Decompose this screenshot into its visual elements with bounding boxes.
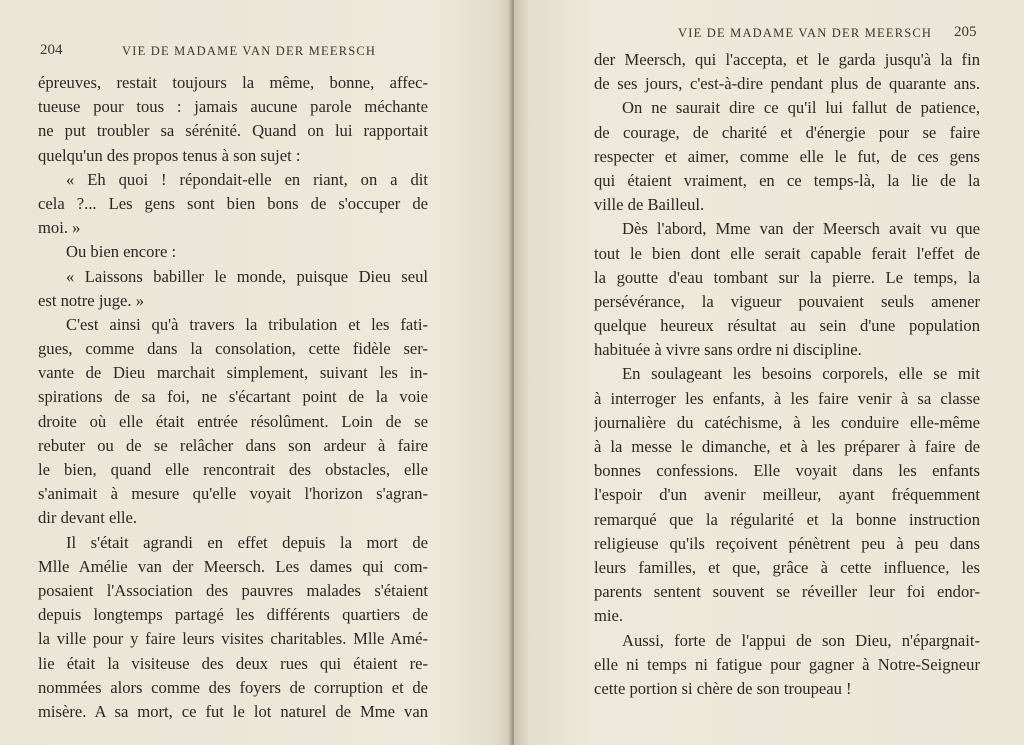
text-line: habituée à vivre sans ordre ni discipline. — [594, 340, 862, 360]
text-line: droite où elle était entrée résolûment. Loin de se — [38, 411, 428, 431]
text-line: parents sentent souvent se réveiller leur foi endor- — [594, 582, 980, 602]
text-line: quelque heureux résultat au sein d'une population — [594, 316, 980, 336]
running-header: VIE DE MADAME VAN DER MEERSCH — [678, 26, 933, 40]
text-line: cela ?... Les gens sont bien bons de s'occuper de — [38, 193, 428, 213]
text-line: bonnes confessions. Elle voyait dans les enfants — [594, 461, 980, 481]
text-line: s'animait à mesure qu'elle voyait l'horizon s'agran- — [38, 484, 428, 504]
text-line: Dès l'abord, Mme van der Meersch avait vu que — [622, 219, 980, 239]
text-line: de courage, de charité et d'énergie pour se faire — [594, 122, 980, 142]
text-line: respecter et aimer, comme elle le fut, de ces gens — [594, 146, 980, 166]
text-line: religieuse qu'ils reçoivent pénètrent peu à peu dans — [594, 533, 980, 553]
body-text — [38, 71, 428, 724]
text-line: le bien, quand elle rencontrait des obstacles, elle — [38, 460, 428, 479]
text-line: la goutte d'eau tombant sur la pierre. Le temps, la — [594, 267, 980, 287]
text-line: l'espoir d'un avenir meilleur, ayant fréquemment — [594, 485, 980, 505]
text-line: misère. A sa mort, ce fut le lot naturel de Mme van — [38, 701, 428, 721]
text-line: ville de Bailleul. — [594, 195, 705, 215]
text-line: qui étaient vraiment, en ce temps-là, la lie de la — [594, 170, 980, 190]
text-line: est notre juge. » — [38, 290, 144, 310]
text-line: ne put troubler sa sérénité. Quand on lui rapportait — [38, 121, 428, 141]
text-line: elle ni temps ni fatigue pour gagner à Notre-Seigneur — [594, 654, 980, 674]
text-line: spirations de sa foi, ne s'écartant point de la voie — [38, 387, 428, 407]
text-line: C'est ainsi qu'à travers la tribulation et les fati- — [66, 314, 428, 334]
text-line: On ne saurait dire ce qu'il lui fallut de patience, — [622, 98, 980, 118]
text-line: der Meersch, qui l'accepta, et le garda jusqu'à la fin — [594, 50, 980, 69]
text-line: Ou bien encore : — [66, 242, 177, 262]
page-number: 205 — [954, 24, 977, 40]
text-line: persévérance, la vigueur pouvaient seuls amener — [594, 291, 980, 311]
text-line: « Laissons babiller le monde, puisque Dieu seul — [66, 266, 428, 286]
text-line: cette portion si chère de son troupeau ! — [594, 678, 852, 698]
text-line: la ville pour y faire leurs visites charitables. Mlle Amé- — [38, 629, 428, 649]
text-line: épreuves, restait toujours la même, bonne, affec- — [38, 73, 428, 92]
text-line: gues, comme dans la consolation, cette fidèle ser- — [38, 339, 428, 359]
text-line: « Eh quoi ! répondait-elle en riant, on a dit — [66, 169, 428, 189]
text-line: tout le bien dont elle serait capable ferait l'effet de — [594, 243, 980, 263]
text-line: posaient l'Association des pauvres malades s'étaient — [38, 580, 428, 600]
text-line: leurs familles, et que, grâce à cette influence, les — [594, 557, 980, 577]
text-line: journalière du catéchisme, à les conduire elle-même — [594, 412, 980, 432]
text-line: de ses jours, c'est-à-dire pendant plus de quarante ans. — [594, 74, 980, 94]
text-line: mie. — [594, 606, 624, 626]
text-line: Mlle Amélie van der Meersch. Les dames qui com- — [38, 556, 428, 576]
text-line: quelqu'un des propos tenus à son sujet : — [38, 145, 301, 165]
text-line: tueuse pour tous : jamais aucune parole méchante — [38, 97, 428, 117]
page-number: 204 — [40, 42, 63, 58]
text-line: remarqué que la régularité et la bonne instruction — [594, 509, 980, 529]
text-line: Il s'était agrandi en effet depuis la mort de — [66, 532, 428, 552]
text-line: moi. » — [38, 218, 81, 238]
text-line: lie était la visiteuse des deux rues qui étaient re- — [38, 653, 428, 673]
running-header: VIE DE MADAME VAN DER MEERSCH — [122, 44, 377, 58]
text-line: rebuter ou de se relâcher dans son ardeur à faire — [38, 435, 428, 455]
text-line: nommées alors comme des foyers de corruption et de — [38, 677, 428, 697]
right-page — [514, 0, 1024, 745]
text-line: depuis longtemps partagé les différents quartiers de — [38, 605, 428, 625]
text-line: dir devant elle. — [38, 508, 138, 528]
text-line: à la messe le dimanche, et à les préparer à faire de — [594, 437, 980, 456]
text-line: vante de Dieu marchait simplement, suivant les in- — [38, 363, 428, 383]
text-line: à interroger les enfants, à les faire venir à sa classe — [594, 388, 980, 408]
text-line: Aussi, forte de l'appui de son Dieu, n'épargnait- — [622, 630, 980, 650]
text-line: En soulageant les besoins corporels, elle se mit — [622, 364, 980, 384]
body-text — [594, 48, 980, 701]
